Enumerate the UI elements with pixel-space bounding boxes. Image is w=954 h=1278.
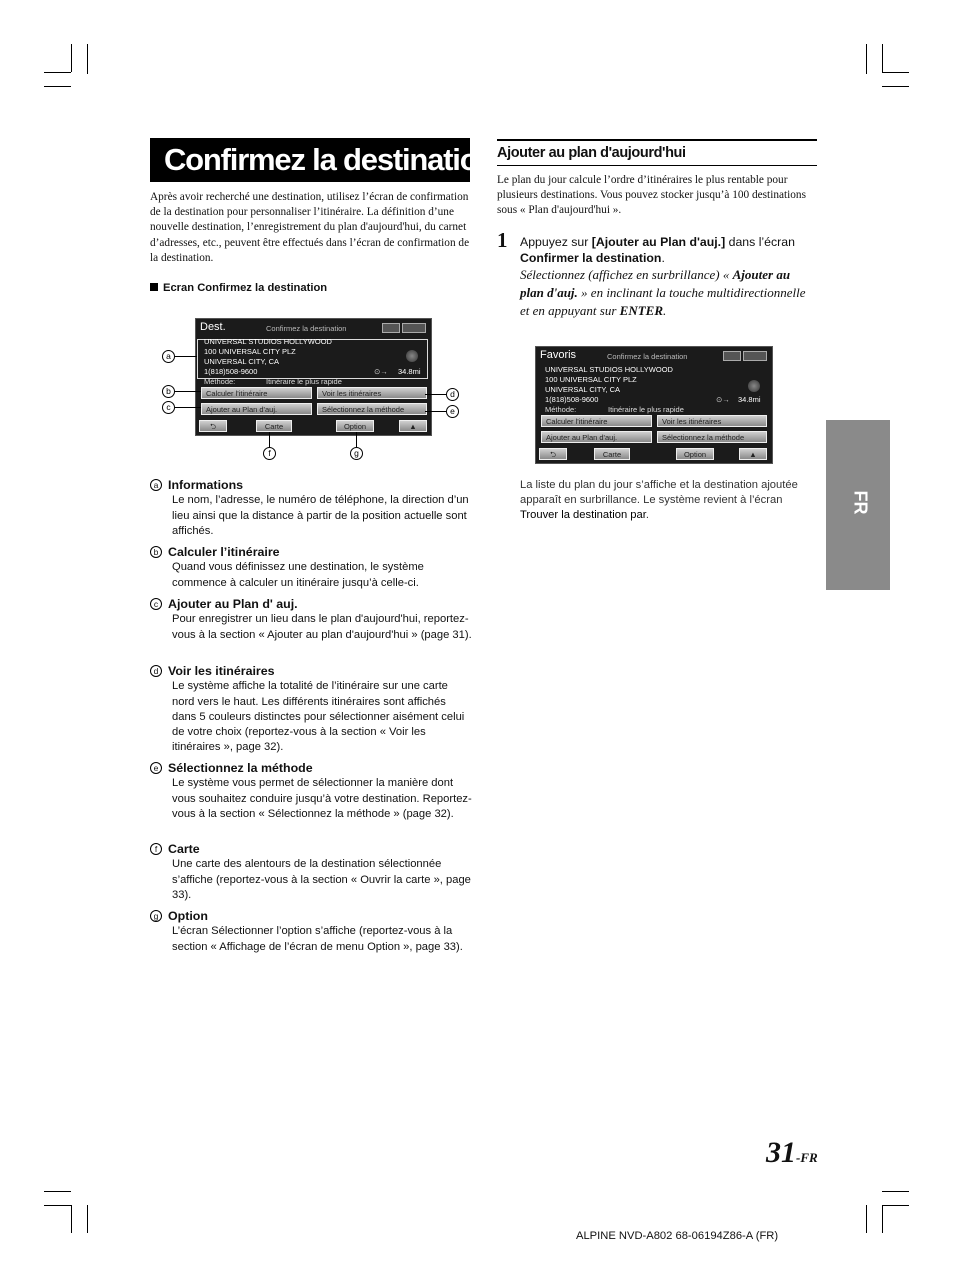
note-text: La liste du plan du jour s’affiche et la destination ajoutée apparaît en surbrillance. Le système revient à l’écran [520, 479, 798, 507]
legend-body: Une carte des alentours de la destination sélectionnée s’affiche (reportez-vous à la section « Ouvrir la carte », page 33). [172, 858, 471, 901]
compass-icon [748, 380, 760, 392]
crop-mark [44, 72, 71, 73]
crop-mark [71, 44, 72, 72]
legend-letter: d [150, 665, 162, 677]
screen-caption [150, 282, 327, 294]
legend-body: Le nom, l’adresse, le numéro de téléphone, la direction d’un lieu ainsi que la distance à partir de la position actuelle sont affichés. [172, 494, 469, 537]
screen-caption-text: Ecran Confirmez la destination [163, 282, 328, 294]
legend-body: Pour enregistrer un lieu dans le plan d'aujourd'hui, reportez-vous à la section « Ajouter au plan d'aujourd'hui » (page 31). [172, 613, 472, 641]
legend-head: Calculer l’itinéraire [168, 545, 280, 559]
info-name: UNIVERSAL STUDIOS HOLLYWOOD [204, 337, 332, 346]
step-alt-text: » en inclinant la touche multidirectionnelle et en appuyant sur [520, 285, 806, 318]
screen-subtitle: Confirmez la destination [266, 324, 347, 333]
legend-body: Le système affiche la totalité de l’itinéraire sur une carte nord vers le haut. Les différents itinéraires sont affichés dans 5 couleurs distinctes pour sélectionner aisément celui de votre choix (reportez-vous à la section « Voir les itinéraires », page 32). [172, 680, 465, 754]
calculate-route-button[interactable]: Calculer l'itinéraire [201, 387, 312, 399]
callout-line [425, 394, 446, 395]
info-street: 100 UNIVERSAL CITY PLZ [204, 347, 296, 356]
callout-f: f [263, 447, 276, 460]
legend-letter: a [150, 479, 162, 491]
legend-item-c [150, 597, 472, 643]
crop-mark [87, 1205, 88, 1233]
callout-g: g [350, 447, 363, 460]
crop-mark [866, 44, 867, 74]
square-bullet-icon [150, 283, 158, 291]
step-alt-text: Sélectionnez (affichez en surbrillance) « [520, 267, 733, 282]
step-alt-instruction [520, 266, 815, 320]
up-arrow-icon: ▲ [409, 422, 417, 431]
step-alt-ref: Ajouter au plan d'auj. [520, 267, 791, 300]
back-button[interactable] [539, 448, 567, 460]
callout-line [175, 391, 201, 392]
legend-letter: g [150, 910, 162, 922]
add-to-today-plan-button[interactable]: Ajouter au Plan d'auj. [201, 403, 312, 415]
legend-head: Carte [168, 842, 200, 856]
crop-mark [44, 86, 71, 87]
legend-item-g [150, 909, 472, 955]
legend-letter: b [150, 546, 162, 558]
confirm-destination-screen [195, 318, 432, 436]
route-icon: ⊙→ [716, 395, 730, 404]
legend-item-b [150, 545, 472, 591]
view-routes-button[interactable]: Voir les itinéraires [657, 415, 767, 427]
crop-mark [44, 1205, 71, 1206]
callout-line [269, 432, 270, 447]
callout-e: e [446, 405, 459, 418]
intro-paragraph: Après avoir recherché une destination, utilisez l’écran de confirmation de la destination pour personnaliser l’itinéraire. La définition d’une nouvelle destination, l’enregistrement du plan d'aujourd'hui, du carnet d’adresses, etc., peuvent être effectués dans l’écran de confirmation de la destination. [150, 191, 470, 264]
calculate-route-button[interactable]: Calculer l'itinéraire [541, 415, 652, 427]
crop-mark [882, 72, 909, 73]
callout-line [425, 411, 446, 412]
method-value: Itinéraire le plus rapide [608, 405, 684, 414]
option-button[interactable]: Option [336, 420, 374, 432]
method-label: Méthode: [545, 405, 577, 414]
note-text: . [645, 509, 649, 522]
route-icon: ⊙→ [374, 367, 388, 376]
up-button[interactable] [739, 448, 767, 460]
back-button[interactable] [199, 420, 227, 432]
compass-icon [406, 350, 418, 362]
legend-head: Voir les itinéraires [168, 664, 275, 678]
result-note [520, 478, 815, 524]
info-distance: 34.8mi [398, 367, 421, 376]
legend-item-d [150, 664, 472, 756]
info-phone: 1(818)508-9600 [545, 395, 599, 404]
map-button[interactable]: Carte [594, 448, 630, 460]
info-city: UNIVERSAL CITY, CA [204, 357, 280, 366]
legend-head: Sélectionnez la méthode [168, 761, 313, 775]
page-number-value: 31 [766, 1136, 796, 1169]
favoris-confirm-screen [535, 346, 773, 464]
info-city: UNIVERSAL CITY, CA [545, 385, 621, 394]
legend-item-a [150, 478, 472, 539]
screen-title: Dest. [200, 321, 226, 333]
legend-item-e [150, 761, 472, 822]
info-distance: 34.8mi [738, 395, 761, 404]
crop-mark [882, 1191, 909, 1192]
callout-b: b [162, 385, 175, 398]
step-button-ref: [Ajouter au Plan d'auj.] [591, 235, 726, 249]
keyboard-icon[interactable] [743, 351, 767, 361]
language-tab [826, 420, 890, 590]
info-street: 100 UNIVERSAL CITY PLZ [545, 375, 637, 384]
step-alt-key: ENTER [619, 303, 663, 318]
crop-mark [87, 44, 88, 74]
legend-head: Ajouter au Plan d' auj. [168, 597, 298, 611]
callout-a: a [162, 350, 175, 363]
footer-code: ALPINE NVD-A802 68-06194Z86-A (FR) [576, 1230, 779, 1242]
screen-title: Favoris [540, 349, 577, 361]
page-number [766, 1136, 818, 1170]
select-method-button[interactable]: Sélectionnez la méthode [317, 403, 427, 415]
legend-head: Option [168, 909, 208, 923]
view-icon[interactable] [382, 323, 400, 333]
up-button[interactable] [399, 420, 427, 432]
keyboard-icon[interactable] [402, 323, 426, 333]
legend-body: L’écran Sélectionner l’option s’affiche (reportez-vous à la section « Affichage de l’écran de menu Option », page 33). [172, 925, 463, 953]
legend-body: Le système vous permet de sélectionner la manière dont vous souhaitez conduire jusqu’à votre destination. Reportez-vous à la section « Sélectionnez la méthode » (page 32). [172, 777, 472, 820]
callout-line [175, 407, 201, 408]
view-icon[interactable] [723, 351, 741, 361]
info-phone: 1(818)508-9600 [204, 367, 258, 376]
step-screen-ref: Confirmer la destination [520, 251, 662, 265]
section-heading: Ajouter au plan d'aujourd'hui [497, 139, 817, 166]
step-number: 1 [497, 228, 508, 252]
info-name: UNIVERSAL STUDIOS HOLLYWOOD [545, 365, 673, 374]
step-text: dans l’écran [725, 235, 795, 249]
up-arrow-icon: ▲ [749, 450, 757, 459]
crop-mark [882, 1205, 883, 1233]
step-alt-text: . [663, 303, 667, 318]
legend-body: Quand vous définissez une destination, le système commence à calculer un itinéraire jusqu’à celle-ci. [172, 561, 424, 589]
callout-line [175, 356, 197, 357]
callout-c: c [162, 401, 175, 414]
crop-mark [882, 1205, 909, 1206]
select-method-button[interactable]: Sélectionnez la méthode [657, 431, 767, 443]
section-intro: Le plan du jour calcule l’ordre d’itinéraires le plus rentable pour plusieurs destinations. Vous pouvez stocker jusqu’à 100 destinations sous « Plan d'aujourd'hui ». [497, 174, 806, 217]
screen-subtitle: Confirmez la destination [607, 352, 688, 361]
step-instruction [520, 234, 815, 266]
language-tab-label: FR [850, 490, 871, 515]
back-arrow-icon: ⮌ [209, 422, 216, 431]
callout-d: d [446, 388, 459, 401]
legend-letter: e [150, 762, 162, 774]
page-number-suffix: -FR [796, 1150, 818, 1165]
crop-mark [882, 86, 909, 87]
crop-mark [44, 1191, 71, 1192]
legend-item-f [150, 842, 472, 903]
page-title: Confirmez la destination [150, 138, 470, 182]
note-screen-ref: Trouver la destination par [520, 509, 646, 522]
add-to-today-plan-button[interactable]: Ajouter au Plan d'auj. [541, 431, 652, 443]
step-text: Appuyez sur [520, 235, 592, 249]
legend-letter: f [150, 843, 162, 855]
legend-letter: c [150, 598, 162, 610]
view-routes-button[interactable]: Voir les itinéraires [317, 387, 427, 399]
method-value: Itinéraire le plus rapide [266, 377, 342, 386]
crop-mark [71, 1205, 72, 1233]
step-text: . [661, 251, 665, 265]
callout-line [356, 432, 357, 447]
map-button[interactable]: Carte [256, 420, 292, 432]
back-arrow-icon: ⮌ [549, 450, 556, 459]
option-button[interactable]: Option [676, 448, 714, 460]
crop-mark [866, 1205, 867, 1233]
method-label: Méthode: [204, 377, 236, 386]
crop-mark [882, 44, 883, 72]
legend-head: Informations [168, 478, 244, 492]
